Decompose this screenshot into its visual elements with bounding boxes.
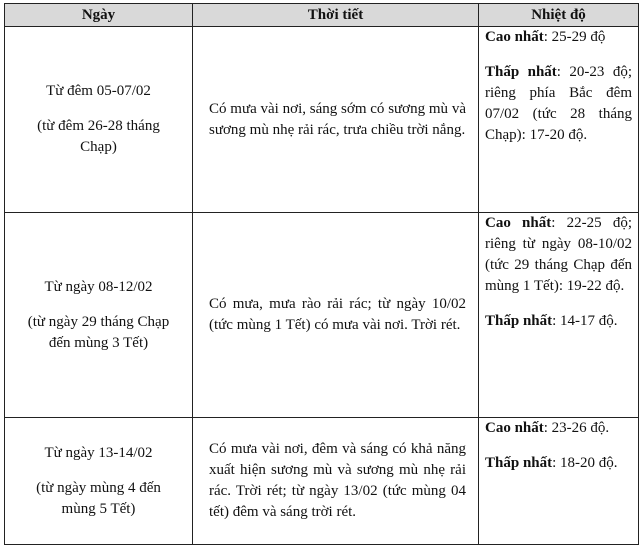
high-temp-value: : 25-29 độ bbox=[543, 29, 606, 45]
day-cell bbox=[5, 27, 193, 213]
high-temp-value: : 23-26 độ. bbox=[543, 420, 610, 436]
high-temp-label: Cao nhất bbox=[485, 29, 544, 45]
lunar-date-range: (từ ngày 29 tháng Chạp đến mùng 3 Tết) bbox=[27, 313, 170, 351]
weather-cell: Có mưa vài nơi, sáng sớm có sương mù và sương mù nhẹ rải rác, trưa chiều trời nắng. bbox=[193, 27, 479, 213]
table-row bbox=[5, 27, 639, 213]
header-weather: Thời tiết bbox=[193, 4, 479, 27]
temperature-cell bbox=[479, 213, 639, 418]
date-range: Từ ngày 13-14/02 bbox=[44, 444, 153, 461]
weather-cell: Có mưa vài nơi, đêm và sáng có khả năng xuất hiện sương mù và sương mù nhẹ rải rác. Trời rét; từ ngày 13/02 (tức mùng 04 tết) đêm và sáng trời rét. bbox=[193, 418, 479, 545]
high-temp bbox=[485, 418, 632, 439]
low-temp-label: Thấp nhất bbox=[485, 313, 553, 329]
low-temp-label: Thấp nhất bbox=[485, 455, 553, 471]
header-day: Ngày bbox=[5, 4, 193, 27]
temperature-cell bbox=[479, 27, 639, 213]
low-temp bbox=[485, 311, 632, 332]
forecast-table bbox=[4, 3, 639, 545]
day-cell bbox=[5, 213, 193, 418]
header-row bbox=[5, 4, 639, 27]
date-range: Từ đêm 05-07/02 bbox=[46, 83, 151, 99]
high-temp-value: : 22-25 độ; riêng từ ngày 08-10/02 (tức 29 tháng Chạp đến mùng 1 Tết): 19-22 độ. bbox=[485, 215, 632, 294]
high-temp bbox=[485, 27, 632, 48]
low-temp bbox=[485, 62, 632, 146]
low-temp bbox=[485, 453, 632, 474]
date-range: Từ ngày 08-12/02 bbox=[44, 278, 153, 295]
lunar-date-range: (từ đêm 26-28 tháng Chạp) bbox=[37, 118, 160, 155]
low-temp-value: : 20-23 độ; riêng phía Bắc đêm 07/02 (tức 28 tháng Chạp): 17-20 độ. bbox=[485, 64, 632, 143]
table-row bbox=[5, 213, 639, 418]
low-temp-label: Thấp nhất bbox=[485, 64, 557, 80]
lunar-date-range: (từ ngày mùng 4 đến mùng 5 Tết) bbox=[36, 479, 161, 517]
weather-cell: Có mưa, mưa rào rải rác; từ ngày 10/02 (tức mùng 1 Tết) có mưa vài nơi. Trời rét. bbox=[193, 213, 479, 418]
high-temp-label: Cao nhất bbox=[485, 215, 552, 231]
table-row bbox=[5, 418, 639, 545]
low-temp-value: : 14-17 độ. bbox=[552, 313, 618, 329]
header-temperature: Nhiệt độ bbox=[479, 4, 639, 27]
low-temp-value: : 18-20 độ. bbox=[552, 455, 618, 471]
high-temp bbox=[485, 213, 632, 297]
high-temp-label: Cao nhất bbox=[485, 420, 544, 436]
day-cell bbox=[5, 418, 193, 545]
temperature-cell bbox=[479, 418, 639, 545]
